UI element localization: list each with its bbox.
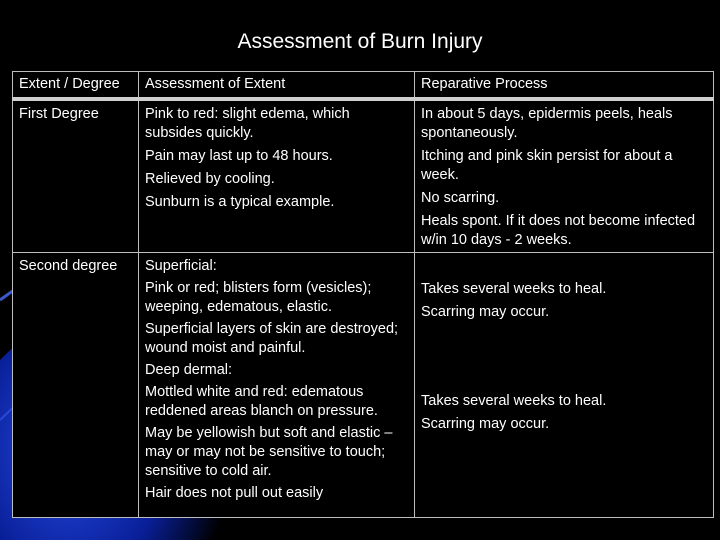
table-row-first-degree [13,99,714,253]
reparative-line: In about 5 days, epidermis peels, heals spontaneously. [421,106,673,141]
spacer [421,257,707,276]
assessment-line: Pain may last up to 48 hours. [145,148,333,164]
assessment-line: Sunburn is a typical example. [145,194,335,210]
reparative-line: Itching and pink skin persist for about a week. [421,148,673,183]
spacer [421,322,707,392]
reparative-line: Scarring may occur. [421,416,550,432]
assessment-line: Hair does not pull out easily [145,485,324,501]
header-reparative-process: Reparative Process [415,72,714,100]
second-degree-assessment [139,253,415,518]
assessment-line: Relieved by cooling. [145,171,275,187]
burn-assessment-table [12,71,714,518]
assessment-line: Deep dermal: [145,362,233,378]
first-degree-reparative [415,99,714,253]
header-assessment-of-extent: Assessment of Extent [139,72,415,100]
assessment-line: Pink to red: slight edema, which subsides quickly. [145,106,350,141]
header-extent-degree: Extent / Degree [13,72,139,100]
table-row-second-degree [13,253,714,518]
reparative-line: Heals spont. If it does not become infected w/in 10 days - 2 weeks. [421,213,696,248]
slide-title: Assessment of Burn Injury [237,30,483,53]
assessment-line: Superficial: [145,258,217,274]
assessment-line: Superficial layers of skin are destroyed; wound moist and painful. [145,321,399,356]
second-degree-reparative [415,253,714,518]
assessment-line: May be yellowish but soft and elastic – may or may not be sensitive to touch; sensitive to cold air. [145,425,393,479]
assessment-line: Pink or red; blisters form (vesicles); weeping, edematous, elastic. [145,280,372,315]
first-degree-label: First Degree [13,99,139,253]
second-degree-label: Second degree [13,253,139,518]
assessment-line: Mottled white and red: edematous reddened areas blanch on pressure. [145,384,378,419]
reparative-line: Takes several weeks to heal. [421,393,607,409]
table-header-row [13,72,714,100]
reparative-line: Scarring may occur. [421,304,550,320]
first-degree-assessment [139,99,415,253]
reparative-line: No scarring. [421,190,500,206]
reparative-line: Takes several weeks to heal. [421,281,607,297]
